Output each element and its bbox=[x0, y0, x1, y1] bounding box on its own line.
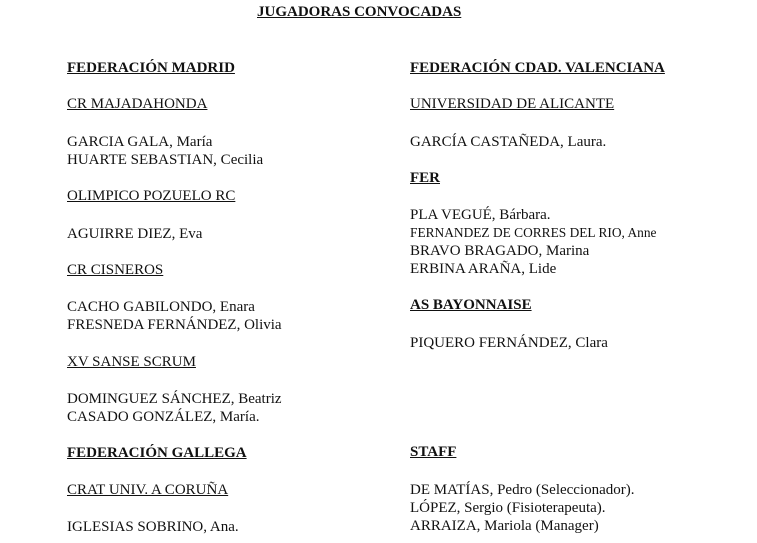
federation-fer-heading: FER bbox=[410, 170, 440, 186]
player-name: BRAVO BRAGADO, Marina bbox=[410, 243, 590, 259]
federation-valenciana-heading: FEDERACIÓN CDAD. VALENCIANA bbox=[410, 60, 665, 76]
player-name: FRESNEDA FERNÁNDEZ, Olivia bbox=[67, 317, 282, 333]
player-name: AGUIRRE DIEZ, Eva bbox=[67, 226, 203, 242]
federation-gallega-heading: FEDERACIÓN GALLEGA bbox=[67, 445, 247, 461]
club-olimpico-pozuelo: OLIMPICO POZUELO RC bbox=[67, 188, 236, 204]
player-name: FERNANDEZ DE CORRES DEL RIO, Anne bbox=[410, 225, 657, 240]
staff-member: ARRAIZA, Mariola (Manager) bbox=[410, 518, 599, 534]
staff-member: LÓPEZ, Sergio (Fisioterapeuta). bbox=[410, 500, 606, 516]
player-name: CASADO GONZÁLEZ, María. bbox=[67, 409, 260, 425]
player-name: ERBINA ARAÑA, Lide bbox=[410, 261, 557, 277]
player-name: IGLESIAS SOBRINO, Ana. bbox=[67, 519, 239, 535]
player-name: PIQUERO FERNÁNDEZ, Clara bbox=[410, 335, 608, 351]
player-name: GARCIA GALA, María bbox=[67, 134, 213, 150]
club-cr-cisneros: CR CISNEROS bbox=[67, 262, 164, 278]
player-name: GARCÍA CASTAÑEDA, Laura. bbox=[410, 134, 607, 150]
club-as-bayonnaise-heading: AS BAYONNAISE bbox=[410, 297, 532, 313]
club-universidad-alicante: UNIVERSIDAD DE ALICANTE bbox=[410, 96, 615, 112]
federation-madrid-heading: FEDERACIÓN MADRID bbox=[67, 60, 235, 76]
club-cr-majadahonda: CR MAJADAHONDA bbox=[67, 96, 208, 112]
staff-heading: STAFF bbox=[410, 444, 457, 460]
player-name: CACHO GABILONDO, Enara bbox=[67, 299, 255, 315]
club-crat-univ-coruna: CRAT UNIV. A CORUÑA bbox=[67, 482, 229, 498]
player-name: HUARTE SEBASTIAN, Cecilia bbox=[67, 152, 264, 168]
staff-member: DE MATÍAS, Pedro (Seleccionador). bbox=[410, 482, 635, 498]
player-name: PLA VEGUÉ, Bárbara. bbox=[410, 207, 551, 223]
club-xv-sanse-scrum: XV SANSE SCRUM bbox=[67, 354, 196, 370]
page-title: JUGADORAS CONVOCADAS bbox=[257, 4, 462, 20]
player-name: DOMINGUEZ SÁNCHEZ, Beatriz bbox=[67, 391, 282, 407]
